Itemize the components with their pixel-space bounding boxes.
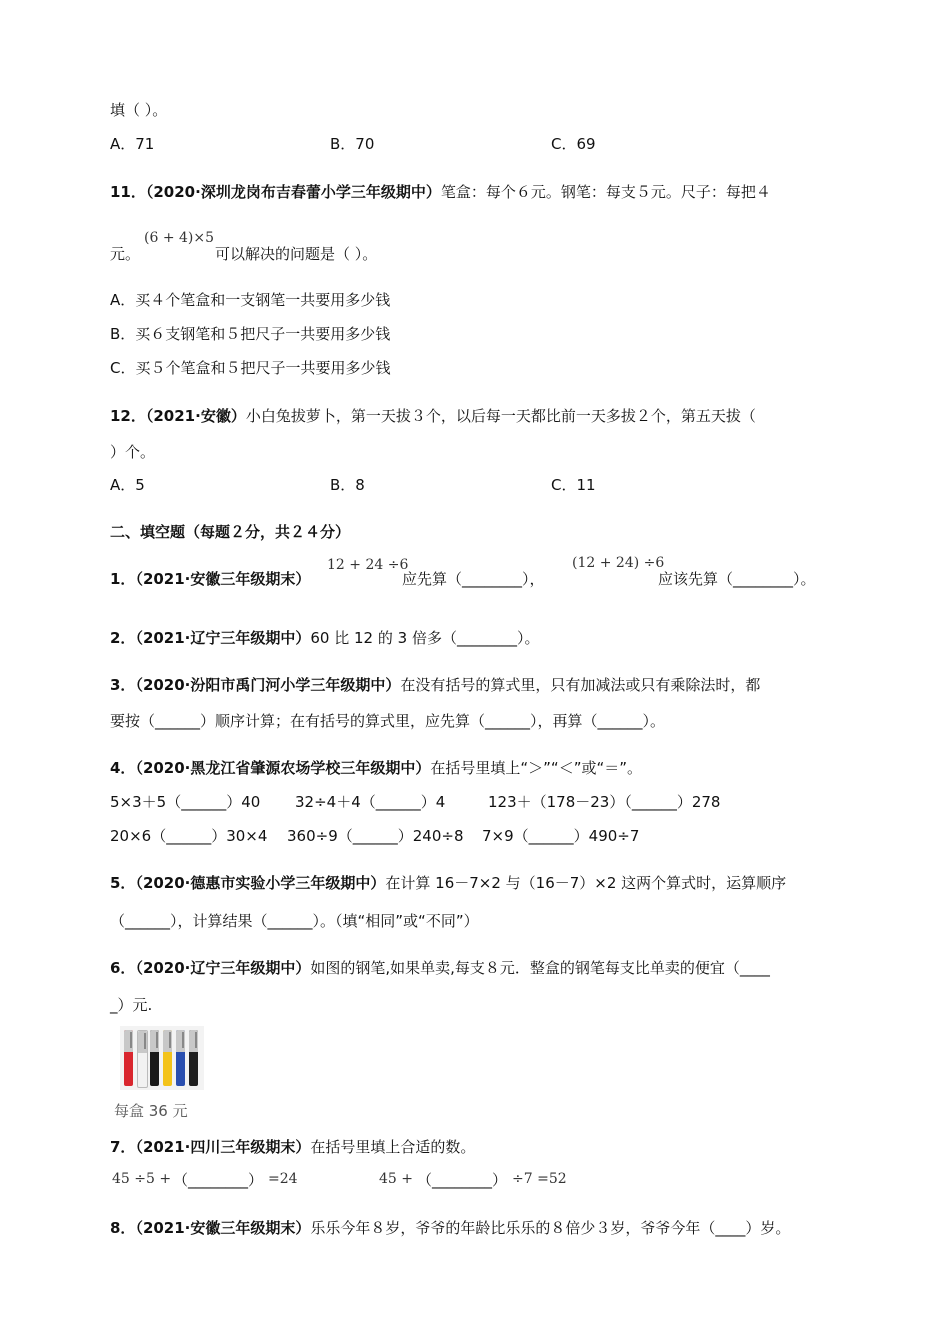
- q11-text2b: 可以解决的问题是（ ）。: [215, 245, 378, 263]
- f4-expr-1c: 123＋（178－23）（______）278: [488, 793, 721, 811]
- f7-expr2-start: 45 +: [379, 1171, 413, 1187]
- pen-white: [137, 1030, 148, 1088]
- f7-number: 7．: [110, 1138, 136, 1156]
- f8-text: 乐乐今年８岁，爷爷的年龄比乐乐的８倍少３岁，爷爷今年（____）岁。: [310, 1219, 791, 1237]
- f6-line1: [110, 958, 770, 978]
- f1-number: 1．: [110, 570, 136, 588]
- f2-line: [110, 628, 539, 648]
- pen-blue: [176, 1030, 185, 1086]
- f5-text1: 在计算 16－7×2 与（16－7）×2 这两个算式时，运算顺序: [385, 874, 787, 892]
- f4-line: [110, 758, 642, 778]
- q12-text1: 小白兔拔萝卜，第一天拔３个，以后每一天都比前一天多拔２个，第五天拔（: [245, 407, 756, 425]
- f6-number: 6．: [110, 959, 136, 977]
- f3-text2: 要按（______）顺序计算；在有括号的算式里，应先算（______），再算（______）。: [110, 712, 666, 730]
- f7-expr1-end: =24: [268, 1171, 298, 1187]
- pen-red: [124, 1030, 133, 1086]
- f7-text: 在括号里填上合适的数。: [310, 1138, 476, 1156]
- f4-number: 4．: [110, 759, 136, 777]
- q11-formula: (6 + 4)×5: [144, 230, 215, 246]
- f7-expr2-blank: （________）: [417, 1171, 508, 1189]
- q12-source: （2021·安徽）: [145, 407, 246, 425]
- q10-tail: 填（ ）。: [110, 101, 168, 119]
- q12-option-a: A．5: [110, 476, 145, 494]
- f2-source: （2021·辽宁三年级期中）: [135, 629, 311, 647]
- f1-source: （2021·安徽三年级期末）: [135, 570, 311, 588]
- f4-expr-2a: 20×6（______）30×4: [110, 827, 268, 845]
- q12-stem-line1: [110, 406, 756, 426]
- f8-source: （2021·安徽三年级期末）: [135, 1219, 311, 1237]
- f1-text1: 应先算（________），: [402, 570, 545, 588]
- f8-number: 8．: [110, 1219, 136, 1237]
- f5-text2: （______），计算结果（______）。（填“相同”或“不同”）: [110, 912, 479, 930]
- f1-text2: 应该先算（________）。: [658, 570, 816, 588]
- f2-text: 60 比 12 的 3 倍多（________）。: [310, 629, 540, 647]
- f6-text1: 如图的钢笔,如果单卖,每支８元．整盒的钢笔每支比单卖的便宜（____: [310, 959, 770, 977]
- f3-source: （2020·汾阳市禹门河小学三年级期中）: [135, 676, 401, 694]
- q11-option-b: B．买６支钢笔和５把尺子一共要用多少钱: [110, 325, 391, 343]
- pen-dark: [189, 1030, 198, 1086]
- f6-text2: _）元.: [110, 996, 153, 1014]
- f1-formula2: (12 + 24) ÷6: [572, 555, 665, 571]
- q11-option-a: A．买４个笔盒和一支钢笔一共要用多少钱: [110, 291, 391, 309]
- f4-text: 在括号里填上“＞”“＜”或“＝”。: [430, 759, 643, 777]
- q11-option-c: C．买５个笔盒和５把尺子一共要用多少钱: [110, 359, 391, 377]
- f4-expr-1a: 5×3＋5（______）40: [110, 793, 261, 811]
- pen-box-label: 每盒 36 元: [114, 1102, 188, 1120]
- pen-box-image: [120, 1026, 204, 1090]
- q11-number: 11．: [110, 183, 146, 201]
- f7-line: [110, 1137, 475, 1157]
- f7-expr1-blank: （________）: [173, 1171, 264, 1189]
- f3-line1: [110, 675, 760, 695]
- q12-option-b: B．8: [330, 476, 365, 494]
- q10-option-c: C．69: [551, 135, 596, 153]
- q10-option-a: A．71: [110, 135, 155, 153]
- f4-source: （2020·黑龙江省肇源农场学校三年级期中）: [135, 759, 431, 777]
- f7-source: （2021·四川三年级期末）: [135, 1138, 311, 1156]
- f1-formula1: 12 + 24 ÷6: [327, 557, 409, 573]
- f6-source: （2020·辽宁三年级期中）: [135, 959, 311, 977]
- q10-option-b: B．70: [330, 135, 375, 153]
- f7-expr2-end: ÷7 =52: [512, 1171, 567, 1187]
- pen-black: [150, 1030, 159, 1086]
- q12-option-c: C．11: [551, 476, 596, 494]
- q11-source: （2020·深圳龙岗布吉春蕾小学三年级期中）: [145, 183, 441, 201]
- f5-number: 5．: [110, 874, 136, 892]
- f2-number: 2．: [110, 629, 136, 647]
- f8-line: [110, 1218, 790, 1238]
- f4-expr-2c: 7×9（______）490÷7: [482, 827, 640, 845]
- f4-expr-2b: 360÷9（______）240÷8: [287, 827, 464, 845]
- q12-number: 12．: [110, 407, 146, 425]
- section-heading-fill-in: 二、填空题（每题２分，共２４分）: [110, 523, 351, 541]
- q11-stem-line1: [110, 182, 771, 202]
- f4-expr-1b: 32÷4＋4（______）4: [295, 793, 446, 811]
- f3-text1: 在没有括号的算式里，只有加减法或只有乘除法时，都: [400, 676, 761, 694]
- f5-line1: [110, 873, 786, 893]
- f3-number: 3．: [110, 676, 136, 694]
- f1-label: [110, 569, 310, 589]
- q11-text2a: 元。: [110, 245, 141, 263]
- f5-source: （2020·德惠市实验小学三年级期中）: [135, 874, 386, 892]
- f7-expr1-start: 45 ÷5 +: [112, 1171, 172, 1187]
- q11-text1: 笔盒：每个６元。钢笔：每支５元。尺子：每把４: [440, 183, 771, 201]
- pen-yellow: [163, 1030, 172, 1086]
- q12-text2: ）个。: [110, 443, 156, 461]
